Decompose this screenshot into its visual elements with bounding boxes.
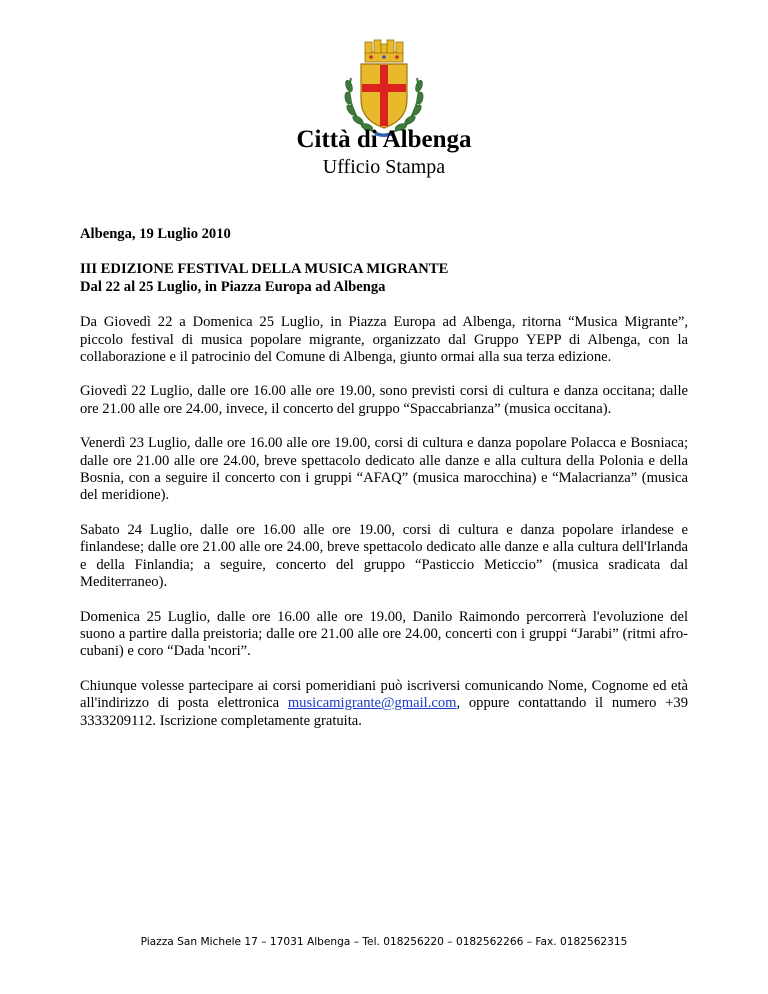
office-subtitle: Ufficio Stampa bbox=[322, 156, 446, 178]
email-link[interactable]: musicamigrante@gmail.com bbox=[287, 695, 457, 712]
paragraph-friday: Venerdì 23 Luglio, dalle ore 16.00 alle ore 19.00, corsi di cultura e danza popolare Polacca e Bosniaca; dalle ore 21.00 alle ore 24.00, breve spettacolo dedicato alle danze e alla cultura della Polonia e della Bosnia, con a seguire il concerto con i gruppi “AFAQ” (musica marocchina) e “Malacrianza” (musica del meridione). bbox=[80, 435, 688, 504]
paragraph-intro: Da Giovedì 22 a Domenica 25 Luglio, in Piazza Europa ad Albenga, ritorna “Musica Migrante”, piccolo festival di musica popolare migrante, organizzato dal Gruppo YEPP di Albenga, con la collaborazione e il patrocinio del Comune di Albenga, giunto ormai alla sua terza edizione. bbox=[80, 314, 688, 366]
paragraph-contact bbox=[80, 678, 688, 730]
contact-text-after: , oppure contattando il numero +39 3333209112. Iscrizione completamente gratuita. bbox=[80, 695, 688, 729]
headline: III EDIZIONE FESTIVAL DELLA MUSICA MIGRANTE bbox=[80, 261, 449, 278]
dateline: Albenga, 19 Luglio 2010 bbox=[80, 226, 231, 242]
paragraph-thursday: Giovedì 22 Luglio, dalle ore 16.00 alle ore 19.00, sono previsti corsi di cultura e danza occitana; dalle ore 21.00 alle ore 24.00, invece, il concerto del gruppo “Spaccabrianza” (musica occitana). bbox=[80, 383, 688, 417]
footer-address: Piazza San Michele 17 – 17031 Albenga – Tel. 018256220 – 0182562266 – Fax. 0182562315 bbox=[140, 936, 628, 948]
paragraph-sunday: Domenica 25 Luglio, dalle ore 16.00 alle ore 19.00, Danilo Raimondo percorrerà l'evoluzione del suono a partire dalla preistoria; dalle ore 21.00 alle ore 24.00, concerti con i gruppi “Jarabi” (ritmi afro-cubani) e coro “Dada 'ncori”. bbox=[80, 608, 688, 660]
contact-text-before: Chiunque volesse partecipare ai corsi pomeridiani può iscriversi comunicando Nome, Cognome ed età all'indirizzo di posta elettronica bbox=[80, 677, 688, 712]
subheadline: Dal 22 al 25 Luglio, in Piazza Europa ad Albenga bbox=[80, 278, 386, 295]
press-release-body bbox=[80, 226, 688, 747]
paragraph-saturday: Sabato 24 Luglio, dalle ore 16.00 alle ore 19.00, corsi di cultura e danza popolare irlandese e finlandese; dalle ore 21.00 alle ore 24.00, breve spettacolo dedicato alle danze e alla cultura dell'Irlanda e della Finlandia; a seguire, concerto del gruppo “Pasticcio Meticcio” (musica sradicata dal Mediterraneo). bbox=[80, 521, 688, 591]
city-title: Città di Albenga bbox=[296, 126, 472, 153]
city-coat-of-arms-icon bbox=[337, 38, 431, 138]
